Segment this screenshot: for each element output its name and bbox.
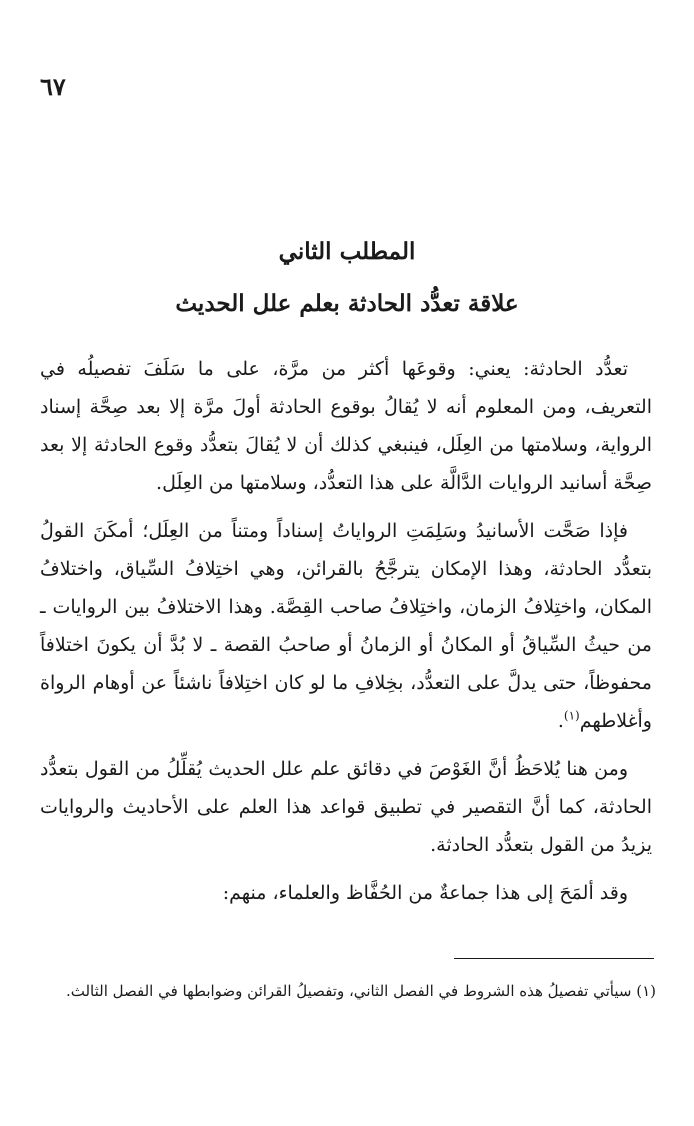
paragraph-1: تعدُّد الحادثة: يعني: وقوعَها أكثر من مرَّة، على ما سَلَفَ تفصيلُه في التعريف، ومن المعلوم أنه لا يُقالُ بوقوع الحادثة أولَ مرَّة إلا بعد صِحَّة إسناد الرواية، وسلامتها من العِلَل، فينبغي كذلك أن لا يُقالَ بتعدُّد وقوع الحادثة إلا بعد صِحَّة أسانيد الروايات الدَّالَّة على هذا التعدُّد، وسلامتها من العِلَل. [40, 358, 652, 494]
section-title: المطلب الثاني [278, 238, 416, 265]
body-text [40, 350, 652, 920]
paragraph-2-end: . [557, 710, 564, 732]
section-subtitle: علاقة تعدُّد الحادثة بعلم علل الحديث [175, 290, 519, 317]
footnote-divider [454, 958, 654, 959]
paragraph-4: وقد ألمَحَ إلى هذا جماعةٌ من الحُفَّاظ والعلماء، منهم: [222, 882, 628, 904]
footnote-reference[interactable]: (١) [563, 708, 580, 723]
paragraph-3: ومن هنا يُلاحَظُ أنَّ الغَوْصَ في دقائق علم علل الحديث يُقلِّلُ من القول بتعدُّد الحادثة، كما أنَّ التقصير في تطبيق قواعد هذا العلم على الأحاديث والروايات يزيدُ من القول بتعدُّد الحادثة. [40, 758, 652, 856]
footnote: (١) سيأتي تفصيلُ هذه الشروط في الفصل الثاني، وتفصيلُ القرائن وضوابطها في الفصل الثالث. [65, 982, 656, 1000]
paragraph-2-text: فإذا صَحَّت الأسانيدُ وسَلِمَتِ الرواياتُ إسناداً ومتناً من العِلَل؛ أمكَنَ القولُ بتعدُّد الحادثة، وهذا الإمكان يترجَّحُ بالقرائن، وهي اختِلافُ السِّياق، واختلافُ المكان، واختِلافُ الزمان، واختِلافُ صاحب القِصَّة. وهذا الاختلافُ بين الروايات ـ من حيثُ السِّياقُ أو المكانُ أو الزمانُ أو صاحبُ القصة ـ لا بُدَّ أن يكونَ اختلافاً محفوظاً، حتى يدلَّ على التعدُّد، بخِلافِ ما لو كان اختِلافاً ناشئاً عن أوهام الرواة وأغلاطهم [40, 520, 652, 732]
page-number: ٦٧ [40, 72, 66, 101]
section-heading [0, 226, 694, 330]
paragraph-2 [40, 512, 652, 740]
